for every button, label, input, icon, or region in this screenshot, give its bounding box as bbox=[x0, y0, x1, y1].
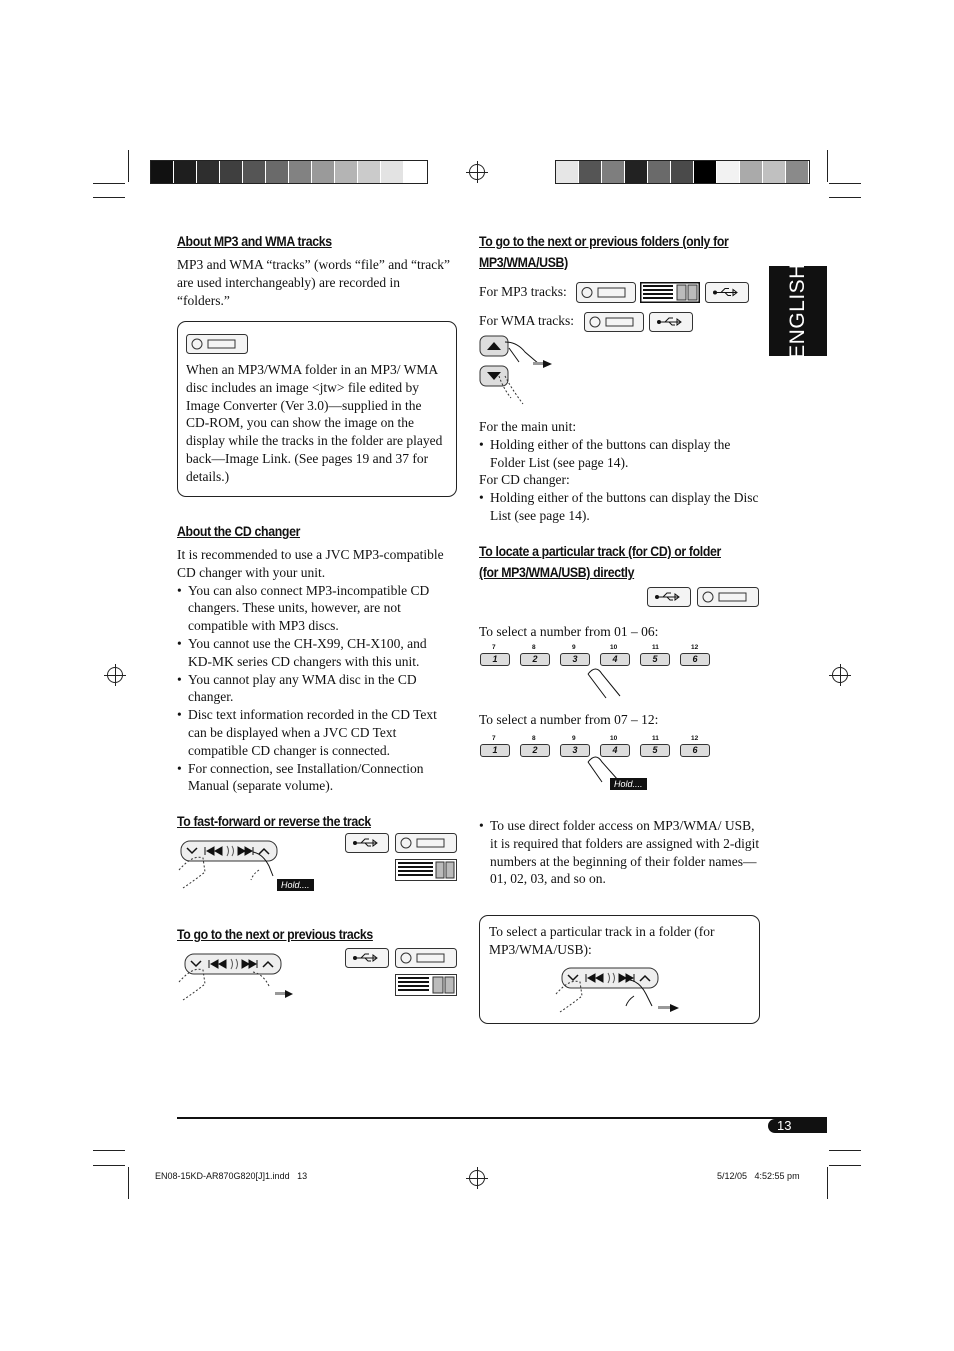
number-key-4: 4 bbox=[600, 653, 630, 666]
select-07-12-label: To select a number from 07 – 12: bbox=[479, 712, 659, 727]
num-sup: 9 bbox=[572, 735, 576, 742]
changer-bullet: • Holding either of the buttons can display the Disc List (see page 14). bbox=[479, 489, 759, 525]
main-unit-label: For the main unit: bbox=[479, 419, 577, 434]
display-panel-icon bbox=[395, 974, 457, 996]
page-number-badge bbox=[768, 1119, 827, 1133]
color-bar-left bbox=[150, 160, 428, 184]
disc-slot-icon bbox=[576, 282, 636, 303]
disc-slot-icon bbox=[584, 312, 644, 332]
heading-folders-2: MP3/WMA/USB) bbox=[479, 254, 568, 270]
heading-about-mp3: About MP3 and WMA tracks bbox=[177, 233, 332, 249]
crop-mark bbox=[829, 183, 861, 184]
display-panel-icon bbox=[640, 282, 700, 303]
folder-track-text: To select a particular track in a folder (for MP3/WMA/USB): bbox=[489, 924, 715, 957]
num-sup: 9 bbox=[572, 644, 576, 651]
heading-cd-changer: About the CD changer bbox=[177, 523, 301, 539]
folders-body bbox=[479, 418, 759, 525]
disc-slot-icon bbox=[395, 948, 457, 968]
number-key-2: 2 bbox=[520, 653, 550, 666]
num-sup: 11 bbox=[652, 735, 659, 742]
disc-slot-icon bbox=[395, 833, 457, 853]
about-mp3-body: MP3 and WMA “tracks” (words “file” and “track” are used interchangeably) are recorded in “folders.” bbox=[177, 257, 451, 308]
color-bar-right bbox=[555, 160, 810, 184]
number-key-1: 1 bbox=[480, 653, 510, 666]
num-sup: 10 bbox=[610, 735, 618, 742]
number-key-5: 5 bbox=[640, 653, 670, 666]
display-panel-icon bbox=[395, 859, 457, 881]
cd-changer-bullet: • You can also connect MP3-incompatible CD changers. These units, however, are not compatible with MP3 discs. bbox=[177, 582, 451, 635]
registration-mark bbox=[469, 1170, 485, 1186]
mp3-tracks-label: For MP3 tracks: bbox=[479, 284, 567, 299]
heading-folders-1: To go to the next or previous folders (only for bbox=[479, 233, 729, 249]
crop-mark bbox=[128, 1167, 129, 1199]
crop-mark bbox=[93, 1165, 125, 1166]
heading-locate-1: To locate a particular track (for CD) or folder bbox=[479, 543, 721, 559]
registration-mark bbox=[469, 164, 485, 180]
crop-mark bbox=[93, 1150, 125, 1151]
language-tab-label: ENGLISH bbox=[786, 263, 809, 359]
page-number: 13 bbox=[777, 1118, 792, 1133]
crop-mark bbox=[93, 197, 125, 198]
image-link-box bbox=[177, 321, 457, 497]
usb-button-icon bbox=[649, 312, 693, 332]
heading-fast-forward: To fast-forward or reverse the track bbox=[177, 813, 371, 829]
crop-mark bbox=[128, 150, 129, 182]
footer-file: EN08-15KD-AR870G820[J]1.indd 13 bbox=[155, 1171, 308, 1181]
up-down-buttons-illustration bbox=[479, 334, 561, 408]
image-link-text: When an MP3/WMA folder in an MP3/ WMA disc includes an image <jtw> file edited by Image Converter (Ver 3.0)—supplied in the CD-ROM, you can show the image on the display while the tracks in the folder are played back—Image Link. (See pages 19 and 37 for details.) bbox=[186, 362, 443, 484]
cd-changer-bullet: • You cannot use the CH-X99, CH-X100, and KD-MK series CD changers with this unit. bbox=[177, 635, 451, 671]
crop-mark bbox=[829, 197, 861, 198]
number-key-3: 3 bbox=[560, 744, 590, 757]
num-sup: 11 bbox=[652, 644, 659, 651]
changer-label: For CD changer: bbox=[479, 472, 570, 488]
registration-mark bbox=[107, 667, 123, 683]
number-key-2: 2 bbox=[520, 744, 550, 757]
footer-date: 5/12/05 4:52:55 pm bbox=[717, 1171, 800, 1181]
folder-track-box bbox=[479, 915, 760, 1024]
footer-rule bbox=[177, 1117, 827, 1119]
cd-changer-bullet: • You cannot play any WMA disc in the CD changer. bbox=[177, 671, 451, 707]
finger-press-icon bbox=[586, 664, 630, 700]
crop-mark bbox=[829, 1150, 861, 1151]
num-sup: 7 bbox=[492, 735, 496, 742]
select-01-06-label: To select a number from 01 – 06: bbox=[479, 624, 659, 639]
usb-button-icon bbox=[345, 948, 389, 968]
crop-mark bbox=[829, 1165, 861, 1166]
usb-button-icon bbox=[345, 833, 389, 853]
heading-locate-2: (for MP3/WMA/USB) directly bbox=[479, 564, 635, 580]
number-key-6: 6 bbox=[680, 653, 710, 666]
cd-changer-bullet: • Disc text information recorded in the CD Text can be displayed when a JVC CD Text compatible CD changer is connected. bbox=[177, 706, 451, 759]
num-sup: 12 bbox=[691, 644, 699, 651]
registration-mark bbox=[832, 667, 848, 683]
cd-changer-intro: It is recommended to use a JVC MP3-compatible CD changer with your unit. bbox=[177, 547, 444, 580]
crop-mark bbox=[827, 1167, 828, 1199]
cd-changer-body bbox=[177, 546, 451, 795]
num-sup: 7 bbox=[492, 644, 496, 651]
usb-button-icon bbox=[647, 587, 691, 607]
disc-slot-icon bbox=[697, 587, 759, 607]
num-sup: 12 bbox=[691, 735, 699, 742]
heading-next-tracks: To go to the next or previous tracks bbox=[177, 926, 373, 942]
num-sup: 8 bbox=[532, 644, 536, 651]
crop-mark bbox=[93, 183, 125, 184]
track-button-illustration bbox=[548, 966, 688, 1018]
direct-access-bullet: • To use direct folder access on MP3/WMA/ USB, it is required that folders are assigned with 2-digit numbers at the beginning of their folder names—01, 02, 03, and so on. bbox=[479, 817, 760, 888]
number-key-3: 3 bbox=[560, 653, 590, 666]
number-key-1: 1 bbox=[480, 744, 510, 757]
crop-mark bbox=[827, 150, 828, 182]
wma-tracks-label: For WMA tracks: bbox=[479, 313, 574, 328]
track-button-illustration bbox=[177, 950, 307, 1002]
usb-button-icon bbox=[705, 282, 749, 303]
num-sup: 8 bbox=[532, 735, 536, 742]
hold-label: Hold.... bbox=[610, 778, 647, 790]
cd-changer-bullet: • For connection, see Installation/Connection Manual (separate volume). bbox=[177, 760, 451, 796]
hold-label: Hold.... bbox=[277, 879, 314, 891]
num-sup: 10 bbox=[610, 644, 618, 651]
number-key-5: 5 bbox=[640, 744, 670, 757]
number-key-6: 6 bbox=[680, 744, 710, 757]
number-key-4: 4 bbox=[600, 744, 630, 757]
main-unit-bullet: • Holding either of the buttons can display the Folder List (see page 14). bbox=[479, 436, 759, 472]
disc-slot-icon bbox=[186, 334, 248, 354]
language-tab bbox=[769, 263, 827, 359]
